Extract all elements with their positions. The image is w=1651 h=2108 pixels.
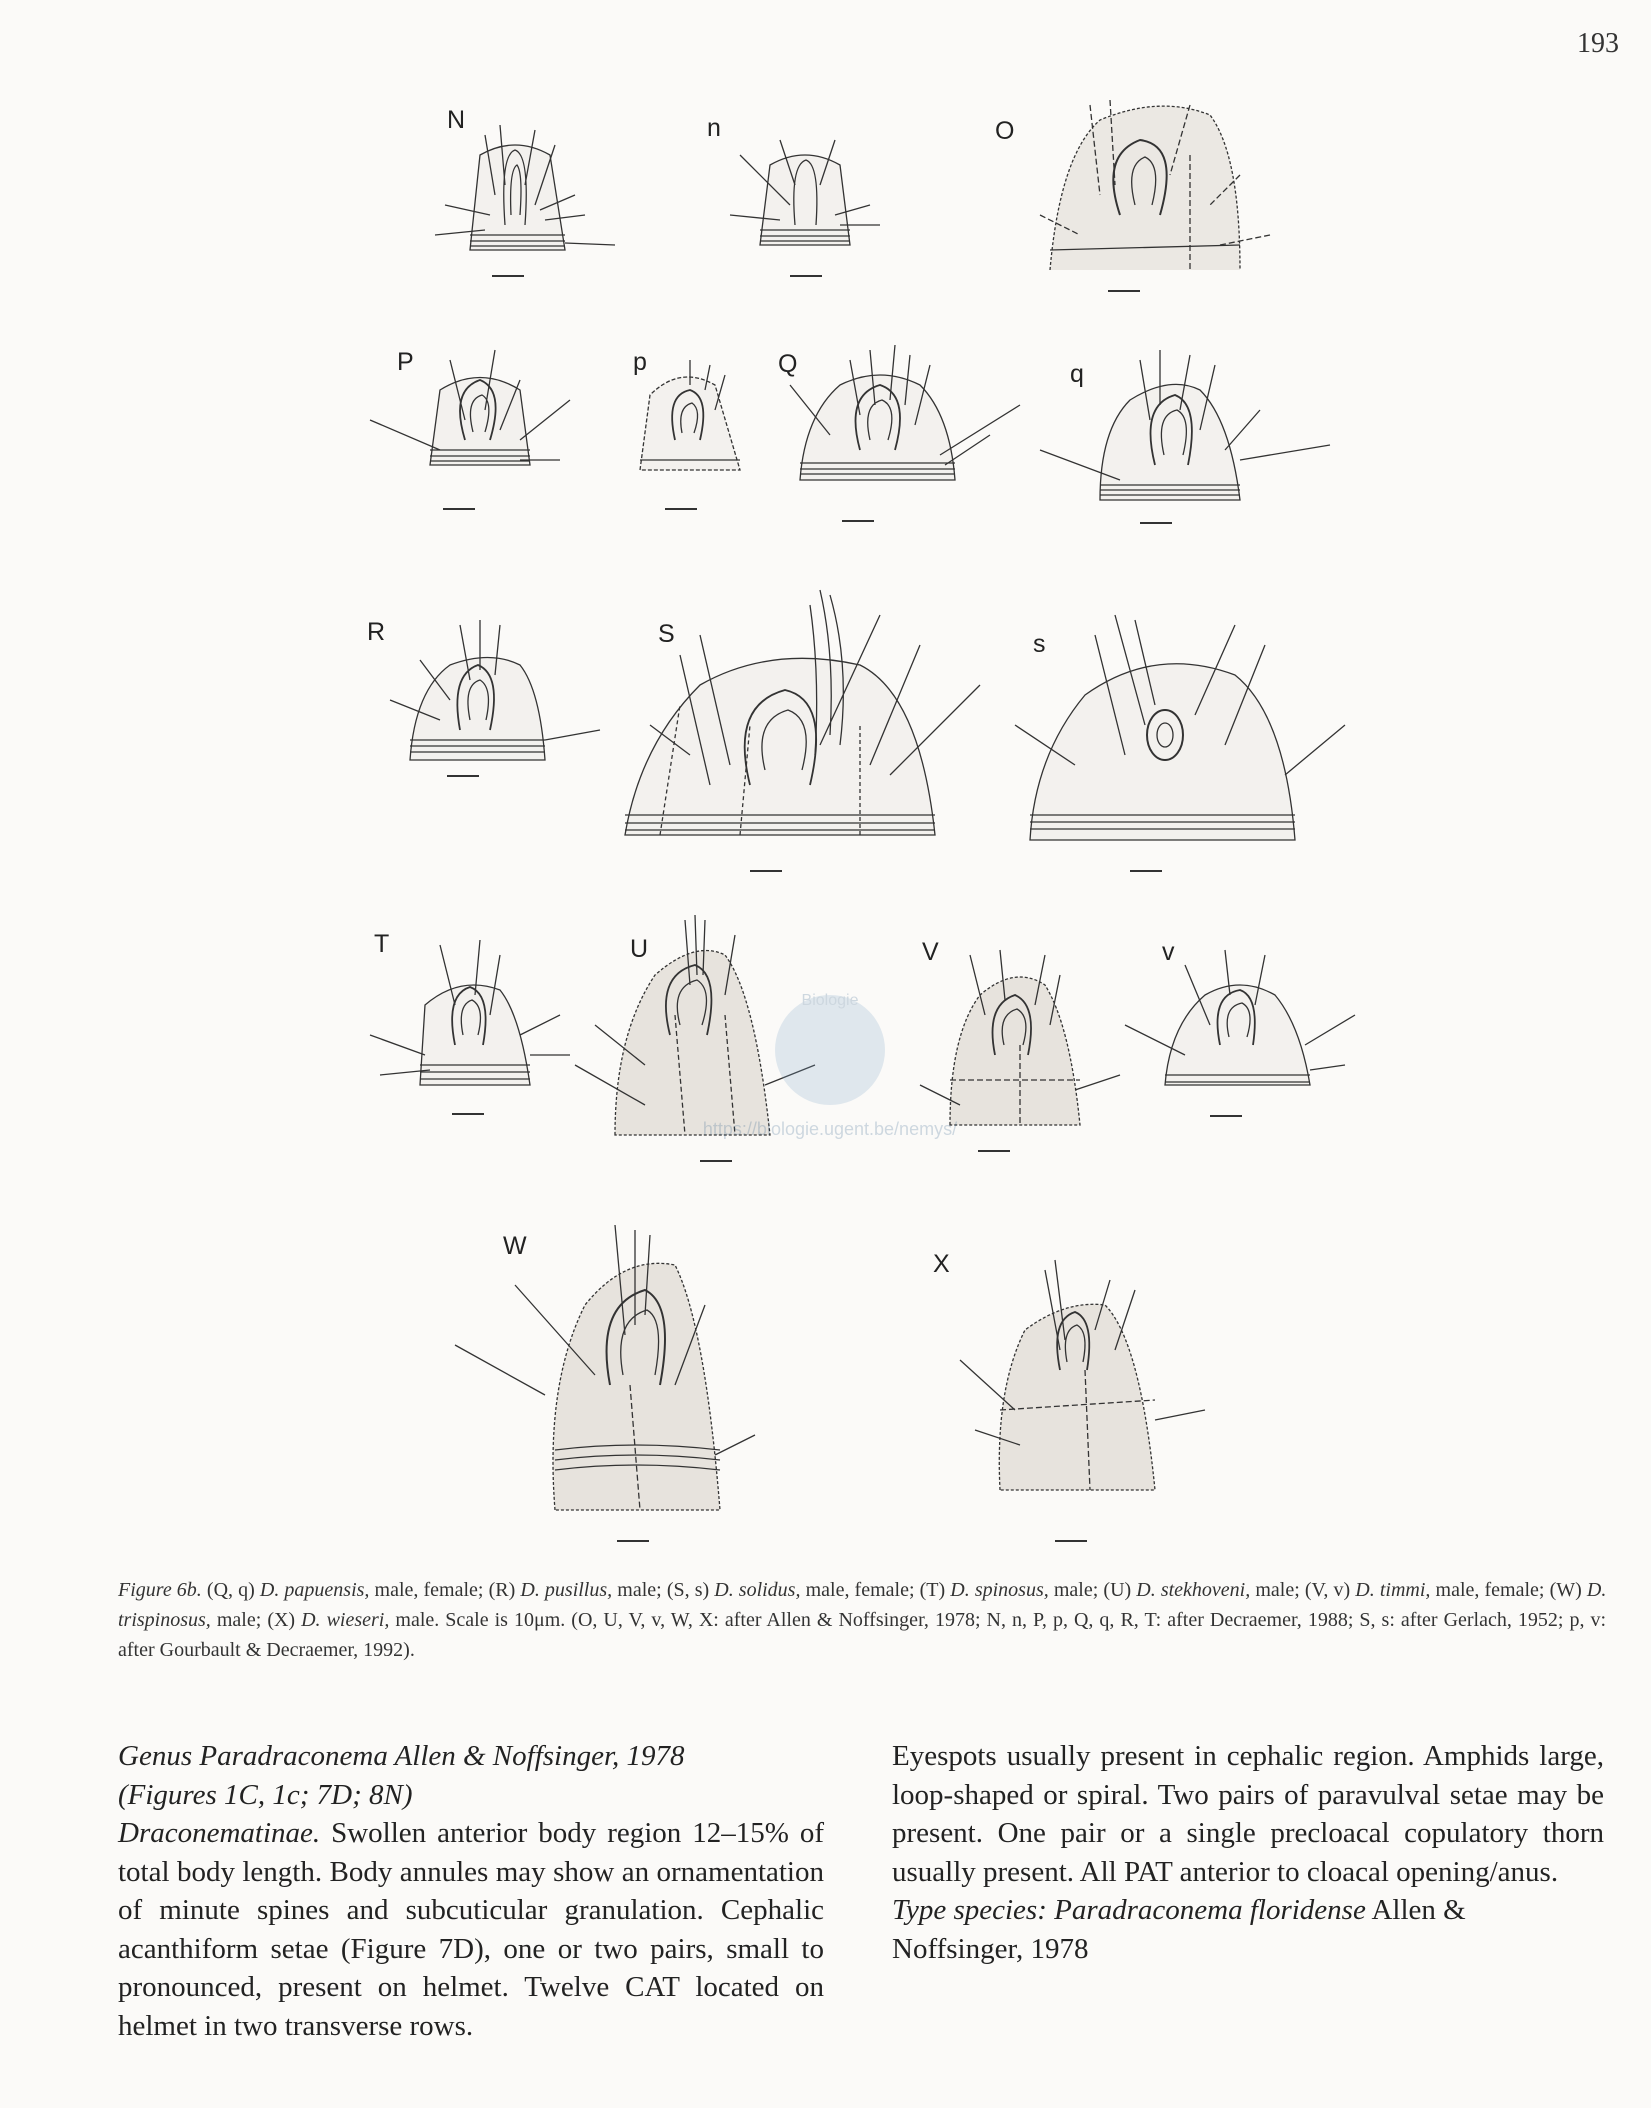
caption-label: Figure 6b. xyxy=(118,1579,202,1601)
scale-bar-W xyxy=(617,1540,649,1542)
panel-label-v: v xyxy=(1162,938,1175,966)
panel-label-P: P xyxy=(397,348,414,376)
scale-bar-S xyxy=(750,870,782,872)
page-number: 193 xyxy=(1577,28,1619,59)
caption-sex: male; xyxy=(1053,1579,1099,1601)
drawing-W xyxy=(455,1225,795,1515)
panel-label-q: q xyxy=(1070,360,1084,388)
scale-bar-N xyxy=(492,275,524,277)
watermark-top-text: Biologie xyxy=(801,992,859,1009)
panel-label-S: S xyxy=(658,620,675,648)
panel-label-Q: Q xyxy=(778,350,798,378)
caption-species: D. trispinosus, xyxy=(118,1579,1607,1631)
panel-label-R: R xyxy=(367,618,386,646)
drawing-Q xyxy=(790,345,1020,490)
figure-caption xyxy=(118,1575,1606,1665)
caption-ref: (X) xyxy=(267,1609,296,1631)
scale-bar-U xyxy=(700,1160,732,1162)
caption-ref: (S, s) xyxy=(666,1579,710,1601)
caption-sex: male; xyxy=(216,1609,262,1631)
caption-ref: (Q, q) xyxy=(206,1579,255,1601)
type-species-label: Type species: Paradraconema floridense xyxy=(892,1894,1366,1926)
scale-bar-s xyxy=(1130,870,1162,872)
caption-ref: (T) xyxy=(919,1579,946,1601)
caption-sex: male, female; xyxy=(374,1579,484,1601)
caption-ref: (W) xyxy=(1549,1579,1582,1601)
type-species xyxy=(892,1891,1604,1968)
caption-ref: (U) xyxy=(1103,1579,1132,1601)
drawing-n xyxy=(720,125,900,255)
caption-sex: male, female; xyxy=(1435,1579,1545,1601)
caption-ref: (R) xyxy=(488,1579,516,1601)
scale-bar-P xyxy=(443,508,475,510)
figures-reference: (Figures 1C, 1c; 7D; 8N) xyxy=(118,1778,413,1811)
scale-bar-R xyxy=(447,775,479,777)
panel-label-s: s xyxy=(1033,630,1046,658)
scale-bar-T xyxy=(452,1113,484,1115)
genus-description xyxy=(118,1814,824,2045)
panel-label-X: X xyxy=(933,1250,950,1278)
caption-sex: male; xyxy=(617,1579,662,1601)
panel-label-N: N xyxy=(447,106,466,134)
panel-label-n: n xyxy=(707,114,721,142)
caption-species: D. wieseri, xyxy=(301,1609,390,1631)
left-column xyxy=(118,1737,824,2045)
scale-bar-X xyxy=(1055,1540,1087,1542)
caption-species: D. stekhoveni, xyxy=(1136,1579,1251,1601)
drawing-N xyxy=(425,115,625,260)
drawing-s xyxy=(1015,605,1355,855)
drawing-R xyxy=(390,620,600,775)
caption-sex: male; xyxy=(1255,1579,1300,1601)
scale-bar-q xyxy=(1140,522,1172,524)
caption-species: D. pusillus, xyxy=(520,1579,613,1601)
watermark-url: https://biologie.ugent.be/nemys/ xyxy=(702,1119,958,1139)
description-text: Swollen anterior body region 12–15% of total body length. Body annules may show an ornamentation of minute spines and subcuticular granulation. Cephalic acanthiform setae (Figure 7D), one or two pairs, small to pronounced, present on helmet. Twelve CAT located on helmet in two transverse rows. xyxy=(118,1817,824,2042)
drawing-X xyxy=(945,1260,1215,1495)
drawing-P xyxy=(370,340,580,480)
scale-bar-p xyxy=(665,508,697,510)
caption-species: D. papuensis, xyxy=(259,1579,370,1601)
subfamily-name: Draconematinae. xyxy=(118,1817,321,1849)
drawing-p xyxy=(630,355,750,480)
panel-label-T: T xyxy=(374,930,390,958)
drawing-T xyxy=(370,935,570,1095)
scale-bar-Q xyxy=(842,520,874,522)
description-continued: Eyespots usually present in cephalic region. Amphids large, loop-shaped or spiral. Two pairs of paravulval setae may be present. One pair or a single precloacal copulatory thorn usually present. All PAT anterior to cloacal opening/anus. xyxy=(892,1740,1604,1888)
scale-bar-v xyxy=(1210,1115,1242,1117)
drawing-v xyxy=(1125,945,1355,1105)
caption-sex: male. xyxy=(395,1609,440,1631)
type-species-authority: Allen & Noffsinger, 1978 xyxy=(892,1894,1466,1965)
caption-species: D. spinosus, xyxy=(950,1579,1049,1601)
scale-bar-O xyxy=(1108,290,1140,292)
caption-species: D. timmi, xyxy=(1355,1579,1431,1601)
panel-label-V: V xyxy=(922,938,939,966)
panel-label-W: W xyxy=(503,1232,527,1260)
panel-label-U: U xyxy=(630,935,649,963)
caption-species: D. solidus, xyxy=(714,1579,801,1601)
watermark xyxy=(665,975,995,1145)
panel-label-O: O xyxy=(995,117,1015,145)
scale-bar-n xyxy=(790,275,822,277)
drawing-S xyxy=(620,585,1030,850)
genus-heading: Genus Paradraconema Allen & Noffsinger, 1978 xyxy=(118,1740,685,1772)
caption-rest: Scale is 10μm. (O, U, V, v, W, X: after Allen & Noffsinger, 1978; N, n, P, p, Q, q, R, T: after Decraemer, 1988; S, s: after Gerlach, 1952; p, v: after Gourbault & Decraemer, 1992). xyxy=(118,1609,1607,1661)
drawing-q xyxy=(1040,350,1330,510)
right-column xyxy=(892,1737,1604,1968)
panel-label-p: p xyxy=(633,348,647,376)
caption-sex: male, female; xyxy=(805,1579,915,1601)
drawing-O xyxy=(1040,95,1280,275)
caption-ref: (V, v) xyxy=(1304,1579,1351,1601)
scale-bar-V xyxy=(978,1150,1010,1152)
